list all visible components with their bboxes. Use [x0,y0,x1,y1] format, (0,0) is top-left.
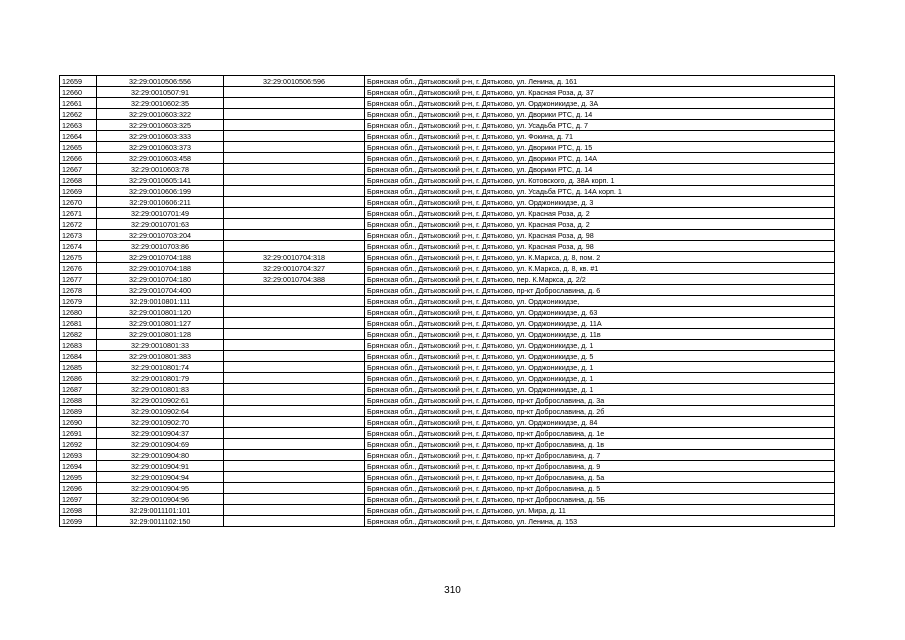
address-cell: Брянская обл., Дятьковский р-н, г. Дятьково, ул. Орджоникидзе, д. 63 [365,307,835,318]
cadastral-number-cell: 32:29:0010904:91 [97,461,224,472]
row-number-cell: 12695 [60,472,97,483]
address-cell: Брянская обл., Дятьковский р-н, г. Дятьково, пр-кт Доброславина, д. 9 [365,461,835,472]
row-number-cell: 12683 [60,340,97,351]
row-number-cell: 12675 [60,252,97,263]
row-number-cell: 12693 [60,450,97,461]
address-cell: Брянская обл., Дятьковский р-н, г. Дятьково, ул. Красная Роза, д. 37 [365,87,835,98]
linked-cadastral-number-cell: 32:29:0010704:318 [224,252,365,263]
cadastral-number-cell: 32:29:0010801:128 [97,329,224,340]
linked-cadastral-number-cell: 32:29:0010704:388 [224,274,365,285]
cadastral-number-cell: 32:29:0010701:63 [97,219,224,230]
cadastral-number-cell: 32:29:0010606:211 [97,197,224,208]
table-row [60,461,835,472]
row-number-cell: 12690 [60,417,97,428]
cadastral-number-cell: 32:29:0010801:111 [97,296,224,307]
cadastral-number-cell: 32:29:0010904:94 [97,472,224,483]
row-number-cell: 12677 [60,274,97,285]
row-number-cell: 12678 [60,285,97,296]
linked-cadastral-number-cell [224,131,365,142]
address-cell: Брянская обл., Дятьковский р-н, г. Дятьково, ул. Дворики РТС, д. 15 [365,142,835,153]
address-cell: Брянская обл., Дятьковский р-н, г. Дятьково, ул. Орджоникидзе, д. 84 [365,417,835,428]
address-cell: Брянская обл., Дятьковский р-н, г. Дятьково, ул. Усадьба РТС, д. 7 [365,120,835,131]
linked-cadastral-number-cell [224,395,365,406]
row-number-cell: 12692 [60,439,97,450]
address-cell: Брянская обл., Дятьковский р-н, г. Дятьково, пр-кт Доброславина, д. 5 [365,483,835,494]
cadastral-number-cell: 32:29:0010801:383 [97,351,224,362]
table-row [60,439,835,450]
address-cell: Брянская обл., Дятьковский р-н, г. Дятьково, ул. Орджоникидзе, д. 11в [365,329,835,340]
linked-cadastral-number-cell [224,164,365,175]
linked-cadastral-number-cell [224,483,365,494]
table-row [60,307,835,318]
cadastral-number-cell: 32:29:0010902:70 [97,417,224,428]
table-row [60,120,835,131]
cadastral-number-cell: 32:29:0010801:74 [97,362,224,373]
address-cell: Брянская обл., Дятьковский р-н, г. Дятьково, ул. Дворики РТС, д. 14А [365,153,835,164]
address-cell: Брянская обл., Дятьковский р-н, г. Дятьково, ул. К.Маркса, д. 8, кв. #1 [365,263,835,274]
address-cell: Брянская обл., Дятьковский р-н, г. Дятьково, ул. Красная Роза, д. 98 [365,230,835,241]
table-row [60,406,835,417]
address-cell: Брянская обл., Дятьковский р-н, г. Дятьково, пер. К.Маркса, д. 2/2 [365,274,835,285]
address-cell: Брянская обл., Дятьковский р-н, г. Дятьково, ул. Орджоникидзе, д. 1 [365,384,835,395]
address-cell: Брянская обл., Дятьковский р-н, г. Дятьково, ул. К.Маркса, д. 8, пом. 2 [365,252,835,263]
linked-cadastral-number-cell [224,175,365,186]
table-row [60,428,835,439]
address-cell: Брянская обл., Дятьковский р-н, г. Дятьково, пр-кт Доброславина, д. 2б [365,406,835,417]
table-row [60,494,835,505]
table-row [60,318,835,329]
table-row [60,483,835,494]
cadastral-number-cell: 32:29:0010902:64 [97,406,224,417]
address-cell: Брянская обл., Дятьковский р-н, г. Дятьково, пр-кт Доброславина, д. 7 [365,450,835,461]
linked-cadastral-number-cell [224,494,365,505]
table-row [60,263,835,274]
row-number-cell: 12689 [60,406,97,417]
cadastral-number-cell: 32:29:0011101:101 [97,505,224,516]
address-cell: Брянская обл., Дятьковский р-н, г. Дятьково, ул. Ленина, д. 161 [365,76,835,87]
table-row [60,76,835,87]
cadastral-number-cell: 32:29:0010704:188 [97,252,224,263]
row-number-cell: 12688 [60,395,97,406]
row-number-cell: 12682 [60,329,97,340]
cadastral-number-cell: 32:29:0010904:95 [97,483,224,494]
cadastral-number-cell: 32:29:0010801:120 [97,307,224,318]
address-cell: Брянская обл., Дятьковский р-н, г. Дятьково, пр-кт Доброславина, д. 1е [365,428,835,439]
cadastral-number-cell: 32:29:0010701:49 [97,208,224,219]
address-cell: Брянская обл., Дятьковский р-н, г. Дятьково, ул. Красная Роза, д. 2 [365,208,835,219]
address-cell: Брянская обл., Дятьковский р-н, г. Дятьково, ул. Орджоникидзе, [365,296,835,307]
cadastral-number-cell: 32:29:0010904:80 [97,450,224,461]
table-row [60,252,835,263]
row-number-cell: 12665 [60,142,97,153]
table-row [60,362,835,373]
linked-cadastral-number-cell [224,417,365,428]
address-cell: Брянская обл., Дятьковский р-н, г. Дятьково, ул. Усадьба РТС, д. 14А корп. 1 [365,186,835,197]
address-cell: Брянская обл., Дятьковский р-н, г. Дятьково, ул. Дворики РТС, д. 14 [365,164,835,175]
cadastral-number-cell: 32:29:0010603:322 [97,109,224,120]
row-number-cell: 12691 [60,428,97,439]
cadastral-number-cell: 32:29:0010904:37 [97,428,224,439]
row-number-cell: 12681 [60,318,97,329]
table-row [60,230,835,241]
row-number-cell: 12676 [60,263,97,274]
table-row [60,340,835,351]
row-number-cell: 12672 [60,219,97,230]
linked-cadastral-number-cell [224,241,365,252]
linked-cadastral-number-cell [224,197,365,208]
linked-cadastral-number-cell [224,406,365,417]
table-row [60,373,835,384]
linked-cadastral-number-cell [224,307,365,318]
address-cell: Брянская обл., Дятьковский р-н, г. Дятьково, ул. Мира, д. 11 [365,505,835,516]
table-row [60,197,835,208]
cadastral-number-cell: 32:29:0010506:556 [97,76,224,87]
linked-cadastral-number-cell [224,505,365,516]
linked-cadastral-number-cell: 32:29:0010506:596 [224,76,365,87]
table-row [60,395,835,406]
address-cell: Брянская обл., Дятьковский р-н, г. Дятьково, ул. Котовского, д. 38А корп. 1 [365,175,835,186]
address-cell: Брянская обл., Дятьковский р-н, г. Дятьково, ул. Дворики РТС, д. 14 [365,109,835,120]
linked-cadastral-number-cell [224,450,365,461]
table-row [60,87,835,98]
row-number-cell: 12663 [60,120,97,131]
row-number-cell: 12685 [60,362,97,373]
cadastral-number-cell: 32:29:0010703:86 [97,241,224,252]
row-number-cell: 12659 [60,76,97,87]
table-row [60,219,835,230]
linked-cadastral-number-cell [224,461,365,472]
cadastral-number-cell: 32:29:0010801:83 [97,384,224,395]
row-number-cell: 12669 [60,186,97,197]
address-cell: Брянская обл., Дятьковский р-н, г. Дятьково, пр-кт Доброславина, д. 5а [365,472,835,483]
address-cell: Брянская обл., Дятьковский р-н, г. Дятьково, пр-кт Доброславина, д. 1в [365,439,835,450]
row-number-cell: 12698 [60,505,97,516]
table-row [60,417,835,428]
row-number-cell: 12673 [60,230,97,241]
page-number: 310 [444,585,461,596]
table-row [60,142,835,153]
table-row [60,384,835,395]
table-row [60,131,835,142]
linked-cadastral-number-cell [224,87,365,98]
row-number-cell: 12668 [60,175,97,186]
table-row [60,208,835,219]
linked-cadastral-number-cell [224,329,365,340]
cadastral-number-cell: 32:29:0010703:204 [97,230,224,241]
address-cell: Брянская обл., Дятьковский р-н, г. Дятьково, ул. Красная Роза, д. 98 [365,241,835,252]
address-cell: Брянская обл., Дятьковский р-н, г. Дятьково, пр-кт Доброславина, д. 3а [365,395,835,406]
table-row [60,329,835,340]
linked-cadastral-number-cell [224,186,365,197]
linked-cadastral-number-cell: 32:29:0010704:327 [224,263,365,274]
row-number-cell: 12680 [60,307,97,318]
cadastral-number-cell: 32:29:0011102:150 [97,516,224,527]
linked-cadastral-number-cell [224,318,365,329]
address-cell: Брянская обл., Дятьковский р-н, г. Дятьково, ул. Орджоникидзе, д. 1 [365,373,835,384]
cadastral-number-cell: 32:29:0010603:325 [97,120,224,131]
address-cell: Брянская обл., Дятьковский р-н, г. Дятьково, ул. Орджоникидзе, д. 1 [365,340,835,351]
cadastral-number-cell: 32:29:0010704:180 [97,274,224,285]
address-cell: Брянская обл., Дятьковский р-н, г. Дятьково, ул. Фокина, д. 71 [365,131,835,142]
row-number-cell: 12697 [60,494,97,505]
address-cell: Брянская обл., Дятьковский р-н, г. Дятьково, ул. Орджоникидзе, д. 11А [365,318,835,329]
table-row [60,351,835,362]
row-number-cell: 12664 [60,131,97,142]
cadastral-number-cell: 32:29:0010902:61 [97,395,224,406]
table-row [60,98,835,109]
row-number-cell: 12660 [60,87,97,98]
address-cell: Брянская обл., Дятьковский р-н, г. Дятьково, ул. Орджоникидзе, д. 1 [365,362,835,373]
row-number-cell: 12661 [60,98,97,109]
linked-cadastral-number-cell [224,219,365,230]
address-cell: Брянская обл., Дятьковский р-н, г. Дятьково, ул. Красная Роза, д. 2 [365,219,835,230]
cadastral-number-cell: 32:29:0010603:458 [97,153,224,164]
cadastral-number-cell: 32:29:0010603:333 [97,131,224,142]
linked-cadastral-number-cell [224,384,365,395]
row-number-cell: 12670 [60,197,97,208]
linked-cadastral-number-cell [224,98,365,109]
cadastral-number-cell: 32:29:0010904:96 [97,494,224,505]
table-row [60,472,835,483]
table-row [60,109,835,120]
row-number-cell: 12662 [60,109,97,120]
cadastral-number-cell: 32:29:0010704:400 [97,285,224,296]
cadastral-number-cell: 32:29:0010602:35 [97,98,224,109]
table-body [60,76,835,527]
linked-cadastral-number-cell [224,439,365,450]
linked-cadastral-number-cell [224,351,365,362]
row-number-cell: 12684 [60,351,97,362]
table-row [60,505,835,516]
address-cell: Брянская обл., Дятьковский р-н, г. Дятьково, ул. Орджоникидзе, д. 5 [365,351,835,362]
address-cell: Брянская обл., Дятьковский р-н, г. Дятьково, пр-кт Доброславина, д. 6 [365,285,835,296]
table-row [60,186,835,197]
table-row [60,450,835,461]
linked-cadastral-number-cell [224,285,365,296]
cadastral-number-cell: 32:29:0010507:91 [97,87,224,98]
row-number-cell: 12699 [60,516,97,527]
row-number-cell: 12679 [60,296,97,307]
cadastral-number-cell: 32:29:0010801:127 [97,318,224,329]
linked-cadastral-number-cell [224,373,365,384]
linked-cadastral-number-cell [224,472,365,483]
linked-cadastral-number-cell [224,340,365,351]
linked-cadastral-number-cell [224,153,365,164]
row-number-cell: 12694 [60,461,97,472]
cadastral-number-cell: 32:29:0010603:373 [97,142,224,153]
row-number-cell: 12686 [60,373,97,384]
cadastral-number-cell: 32:29:0010606:199 [97,186,224,197]
row-number-cell: 12666 [60,153,97,164]
table-row [60,241,835,252]
linked-cadastral-number-cell [224,428,365,439]
address-cell: Брянская обл., Дятьковский р-н, г. Дятьково, ул. Орджоникидзе, д. 3 [365,197,835,208]
linked-cadastral-number-cell [224,208,365,219]
linked-cadastral-number-cell [224,362,365,373]
cadastral-number-cell: 32:29:0010704:188 [97,263,224,274]
linked-cadastral-number-cell [224,230,365,241]
address-cell: Брянская обл., Дятьковский р-н, г. Дятьково, ул. Ленина, д. 153 [365,516,835,527]
row-number-cell: 12671 [60,208,97,219]
linked-cadastral-number-cell [224,296,365,307]
table-row [60,164,835,175]
cadastral-table [59,75,835,527]
cadastral-number-cell: 32:29:0010904:69 [97,439,224,450]
linked-cadastral-number-cell [224,142,365,153]
linked-cadastral-number-cell [224,109,365,120]
cadastral-number-cell: 32:29:0010801:33 [97,340,224,351]
row-number-cell: 12667 [60,164,97,175]
table-row [60,285,835,296]
linked-cadastral-number-cell [224,120,365,131]
row-number-cell: 12687 [60,384,97,395]
address-cell: Брянская обл., Дятьковский р-н, г. Дятьково, ул. Орджоникидзе, д. 3А [365,98,835,109]
linked-cadastral-number-cell [224,516,365,527]
table-row [60,153,835,164]
row-number-cell: 12696 [60,483,97,494]
cadastral-number-cell: 32:29:0010603:78 [97,164,224,175]
address-cell: Брянская обл., Дятьковский р-н, г. Дятьково, пр-кт Доброславина, д. 5Б [365,494,835,505]
table-row [60,274,835,285]
table-row [60,516,835,527]
cadastral-number-cell: 32:29:0010605:141 [97,175,224,186]
cadastral-number-cell: 32:29:0010801:79 [97,373,224,384]
row-number-cell: 12674 [60,241,97,252]
table-row [60,296,835,307]
table-row [60,175,835,186]
